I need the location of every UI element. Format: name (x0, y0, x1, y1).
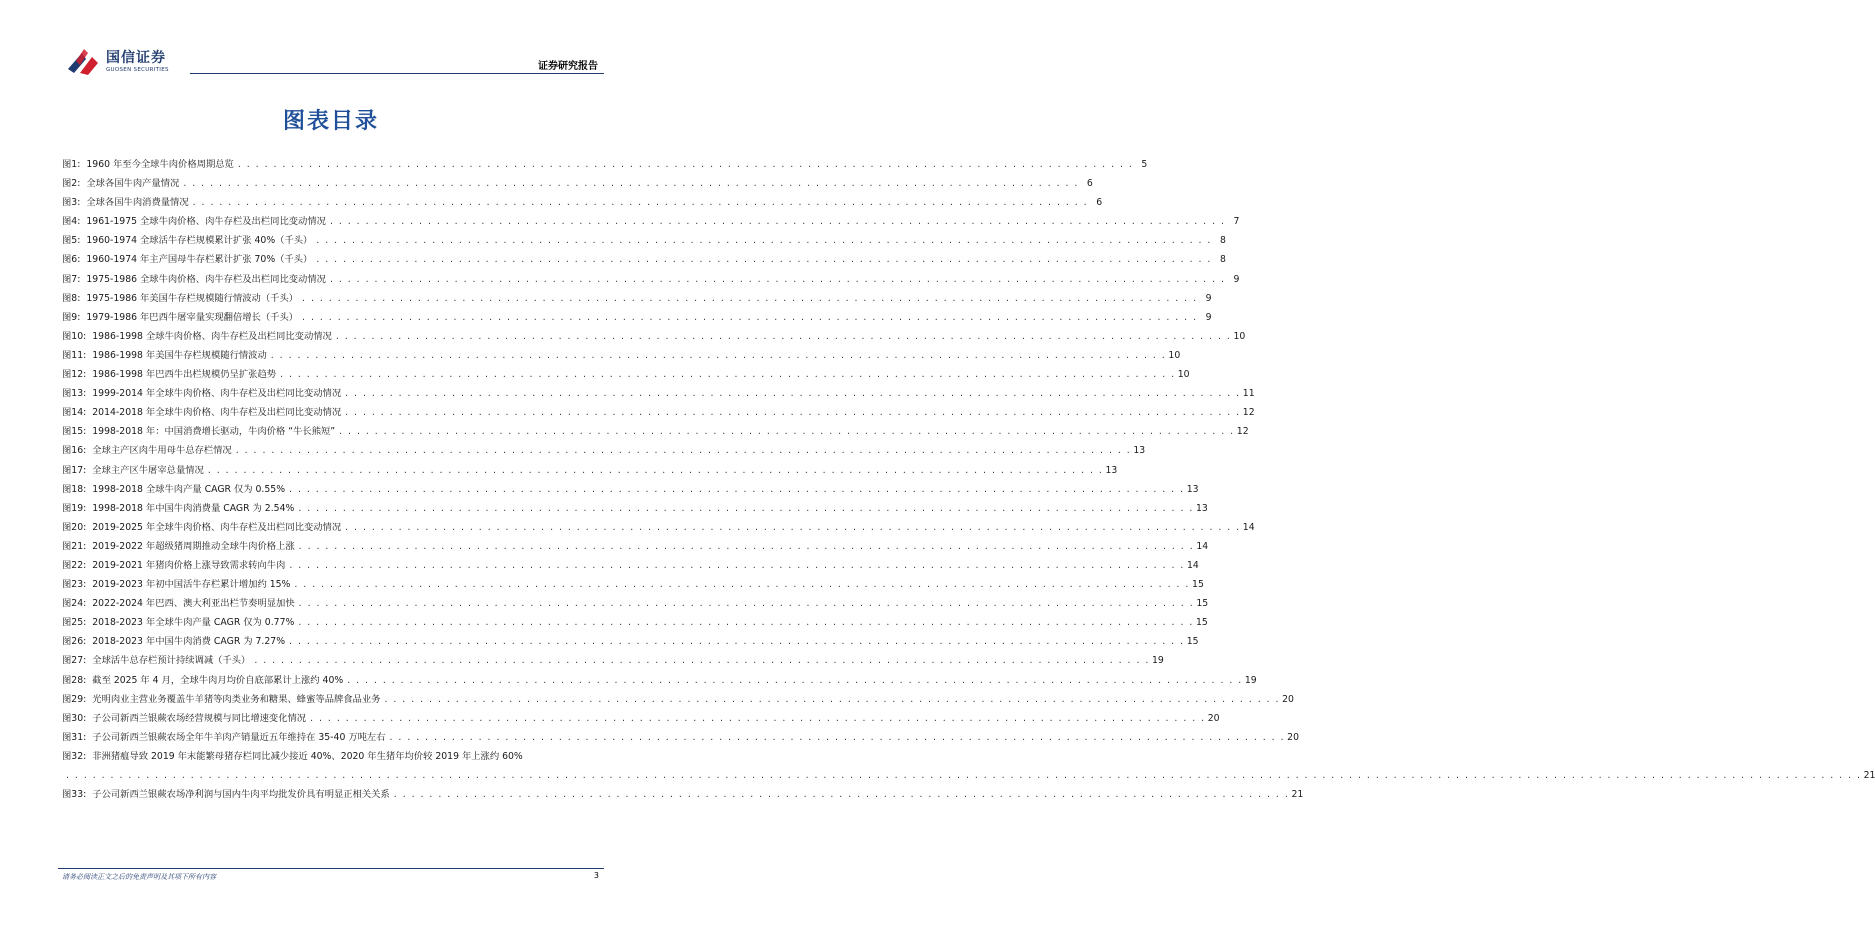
toc-entry-title: 子公司新西兰银蕨农场全年牛羊肉产销量近五年维持在 35-40 万吨左右 (92, 731, 386, 743)
toc-entry-title: 2022-2024 年巴西、澳大利亚出栏节奏明显加快 (92, 598, 295, 610)
dot-leader: . . . . . . . . . . . . . . . . . . . . . . . . . . . . . . . . . . . . . . . . . . . . . . . . . . . . . . . . . . . . . . . . . . . . . . . . . . . . . . . . . . . . . . . . . . . . . . . . . . . . . (237, 159, 1134, 170)
toc-entry[interactable] (62, 480, 1199, 499)
dot-leader: . . . . . . . . . . . . . . . . . . . . . . . . . . . . . . . . . . . . . . . . . . . . . . . . . . . . . . . . . . . . . . . . . . . . . . . . . . . . . . . . . . . . . . . . . . . . . . . . . . . . . (345, 521, 1241, 533)
toc-entry[interactable] (62, 671, 1257, 690)
toc-entry-title: 2019-2022 年超级猪周期推动全球牛肉价格上涨 (92, 540, 295, 552)
toc-entry-title: 1960-1974 年主产国母牛存栏累计扩张 70%（千头） (86, 254, 313, 266)
toc-entry-label: 图27: (62, 655, 87, 667)
toc-entry-label: 图33: (62, 788, 87, 800)
toc-entry-page: 9 (1205, 311, 1212, 323)
toc-entry-title: 1999-2014 年全球牛肉价格、肉牛存栏及出栏同比变动情况 (92, 388, 342, 400)
toc-entry-label: 图14: (62, 407, 87, 419)
toc-entry-page: 5 (1141, 159, 1148, 170)
toc-entry-title: 1986-1998 全球牛肉价格、肉牛存栏及出栏同比变动情况 (92, 330, 332, 342)
toc-entry-label: 图10: (62, 330, 87, 342)
dot-leader: . . . . . . . . . . . . . . . . . . . . . . . . . . . . . . . . . . . . . . . . . . . . . . . . . . . . . . . . . . . . . . . . . . . . . . . . . . . . . . . . . . . . . . . . . . . . . . . . . . . . . (298, 617, 1194, 629)
dot-leader: . . . . . . . . . . . . . . . . . . . . . . . . . . . . . . . . . . . . . . . . . . . . . . . . . . . . . . . . . . . . . . . . . . . . . . . . . . . . . . . . . . . . . . . . . . . . . . . . . . . . . (316, 235, 1212, 247)
toc-entry-title: 2019-2021 年猪肉价格上涨导致需求转向牛肉 (92, 559, 286, 571)
toc-entry-page: 6 (1086, 178, 1093, 190)
toc-entry-label: 图9: (62, 311, 81, 323)
toc-entry-label: 图18: (62, 483, 87, 495)
guosen-logo-icon (66, 47, 100, 77)
dot-leader: . . . . . . . . . . . . . . . . . . . . . . . . . . . . . . . . . . . . . . . . . . . . . . . . . . . . . . . . . . . . . . . . . . . . . . . . . . . . . . . . . . . . . . . . . . . . . . . . . . . . . (298, 598, 1195, 610)
toc-entry-title: 2014-2018 年全球牛肉价格、肉牛存栏及出栏同比变动情况 (92, 407, 342, 419)
toc-entry-label: 图6: (62, 254, 81, 266)
toc-entry-title: 2019-2025 年全球牛肉价格、肉牛存栏及出栏同比变动情况 (92, 521, 342, 533)
toc-entry-page: 21 (1863, 770, 1875, 781)
toc-entry-page: 21 (1291, 788, 1304, 800)
toc-entry-label: 图17: (62, 464, 87, 476)
toc-entry-title: 截至 2025 年 4 月，全球牛肉月均价自底部累计上涨约 40% (92, 674, 344, 686)
toc-entry-page: 13 (1186, 483, 1199, 495)
toc-entry-label: 图32: (62, 750, 87, 762)
toc-entry[interactable] (62, 212, 1240, 231)
toc-entry-page: 15 (1196, 598, 1209, 610)
toc-entry[interactable] (62, 651, 1164, 670)
toc-entry-label: 图3: (62, 197, 81, 209)
toc-entry-page: 20 (1287, 731, 1300, 743)
toc-entry-label: 图11: (62, 349, 87, 361)
toc-entry-title: 全球主产区牛屠宰总量情况 (92, 464, 204, 476)
toc-entry-page: 14 (1242, 521, 1255, 533)
toc-entry-page: 8 (1219, 235, 1226, 247)
toc-entry[interactable] (62, 537, 1209, 556)
toc-entry[interactable] (62, 155, 1148, 174)
toc-entry-label: 图15: (62, 426, 87, 438)
toc-entry-title: 2019-2023 年初中国活牛存栏累计增加约 15% (92, 579, 291, 591)
dot-leader: . . . . . . . . . . . . . . . . . . . . . . . . . . . . . . . . . . . . . . . . . . . . . . . . . . . . . . . . . . . . . . . . . . . . . . . . . . . . . . . . . . . . . . . . . . . . . . . . . . . . . (298, 502, 1194, 514)
toc-entry-title: 1960-1974 全球活牛存栏规模累计扩张 40%（千头） (86, 235, 313, 247)
toc-entry-title: 1986-1998 年巴西牛出栏规模仍呈扩张趋势 (92, 369, 277, 381)
toc-entry-title: 子公司新西兰银蕨农场经营规模与同比增速变化情况 (92, 712, 307, 724)
toc-entry-title: 2018-2023 年中国牛肉消费 CAGR 为 7.27% (92, 636, 286, 648)
toc-entry-page: 9 (1205, 292, 1212, 304)
toc-entry-page: 15 (1192, 579, 1204, 591)
dot-leader: . . . . . . . . . . . . . . . . . . . . . . . . . . . . . . . . . . . . . . . . . . . . . . . . . . . . . . . . . . . . . . . . . . . . . . . . . . . . . . . . . . . . . . . . . . . . . . . . . . . . . (393, 788, 1290, 800)
toc-entry-title: 全球主产区肉牛用母牛总存栏情况 (92, 445, 232, 457)
toc-entry-page: 10 (1168, 349, 1181, 361)
toc-entry-page: 15 (1195, 617, 1208, 629)
toc-entry[interactable] (62, 728, 1300, 747)
dot-leader: . . . . . . . . . . . . . . . . . . . . . . . . . . . . . . . . . . . . . . . . . . . . . . . . . . . . . . . . . . . . . . . . . . . . . . . . . . . . . . . . . . . . . . . . . . . . . . . . . . . . . (302, 292, 1198, 304)
toc-entry-title: 全球活牛总存栏预计持续调减（千头） (92, 655, 251, 667)
toc-entry-title: 1998-2018 全球牛肉产量 CAGR 仅为 0.55% (92, 483, 286, 495)
dot-leader: . . . . . . . . . . . . . . . . . . . . . . . . . . . . . . . . . . . . . . . . . . . . . . . . . . . . . . . . . . . . . . . . . . . . . . . . . . . . . . . . . . . . . . . . . . . . . . . . . . . . . (384, 693, 1280, 705)
toc-entry-page: 13 (1105, 464, 1118, 476)
logo-english-name: GUOSEN SECURITIES (106, 67, 169, 73)
toc-entry-label: 图31: (62, 731, 87, 743)
dot-leader: . . . . . . . . . . . . . . . . . . . . . . . . . . . . . . . . . . . . . . . . . . . . . . . . . . . . . . . . . . . . . . . . . . . . . . . . . . . . . . . . . . . . . . . . . . . . . . . . . . . . . (389, 731, 1286, 743)
toc-entry[interactable] (62, 174, 1093, 193)
dot-leader: . . . . . . . . . . . . . . . . . . . . . . . . . . . . . . . . . . . . . . . . . . . . . . . . . . . . . . . . . . . . . . . . . . . . . . . . . . . . . . . . . . . . . . . . . . . . . . . . . . . . . (294, 579, 1190, 591)
toc-entry[interactable] (62, 384, 1255, 403)
toc-entry-label: 图2: (62, 178, 81, 190)
toc-entry-title: 1979-1986 年巴西牛屠宰量实现翻倍增长（千头） (86, 311, 299, 323)
toc-entry-label: 图20: (62, 521, 87, 533)
toc-entry[interactable] (62, 747, 1875, 785)
dot-leader: . . . . . . . . . . . . . . . . . . . . . . . . . . . . . . . . . . . . . . . . . . . . . . . . . . . . . . . . . . . . . . . . . . . . . . . . . . . . . . . . . . . . . . . . . . . . . . . . . . . . . (329, 273, 1226, 285)
toc-entry-label: 图24: (62, 598, 87, 610)
toc-entry-page: 20 (1207, 712, 1220, 724)
toc-entry-label: 图29: (62, 693, 87, 705)
toc-entry[interactable] (62, 709, 1220, 728)
toc-entry-title: 1986-1998 年美国牛存栏规模随行情波动 (92, 349, 267, 361)
toc-entry-title: 子公司新西兰银蕨农场净利润与国内牛肉平均批发价具有明显正相关关系 (92, 788, 390, 800)
toc-entry-label: 图1: (62, 159, 81, 170)
toc-entry-page: 12 (1242, 407, 1255, 419)
toc-entry-title: 全球各国牛肉产量情况 (86, 178, 180, 190)
toc-entry[interactable] (62, 231, 1226, 250)
header-divider (190, 73, 604, 74)
toc-entry[interactable] (62, 270, 1240, 289)
toc-entry-page: 19 (1244, 674, 1257, 686)
toc-entry-page: 14 (1196, 540, 1209, 552)
toc-entry[interactable] (62, 556, 1199, 575)
report-type-label: 证券研究报告 (538, 61, 598, 72)
dot-leader: . . . . . . . . . . . . . . . . . . . . . . . . . . . . . . . . . . . . . . . . . . . . . . . . . . . . . . . . . . . . . . . . . . . . . . . . . . . . . . . . . . . . . . . . . . . . . . . . . . . . . (289, 483, 1185, 495)
dot-leader: . . . . . . . . . . . . . . . . . . . . . . . . . . . . . . . . . . . . . . . . . . . . . . . . . . . . . . . . . . . . . . . . . . . . . . . . . . . . . . . . . . . . . . . . . . . . . . . . . . . . . (289, 636, 1185, 648)
toc-entry-label: 图8: (62, 292, 81, 304)
toc-entry-page: 12 (1236, 426, 1249, 438)
toc-entry[interactable] (62, 632, 1199, 651)
table-of-figures (62, 155, 1875, 804)
toc-entry[interactable] (62, 346, 1181, 365)
toc-entry[interactable] (62, 250, 1226, 269)
page-header (0, 0, 662, 80)
dot-leader: . . . . . . . . . . . . . . . . . . . . . . . . . . . . . . . . . . . . . . . . . . . . . . . . . . . . . . . . . . . . . . . . . . . . . . . . . . . . . . . . . . . . . . . . . . . . . . . . . . . . . (302, 311, 1198, 323)
toc-entry-page: 14 (1187, 559, 1199, 571)
toc-entry[interactable] (62, 499, 1208, 518)
dot-leader: . . . . . . . . . . . . . . . . . . . . . . . . . . . . . . . . . . . . . . . . . . . . . . . . . . . . . . . . . . . . . . . . . . . . . . . . . . . . . . . . . . . . . . . . . . . . . . . . . . . . . (339, 426, 1235, 438)
toc-entry-label: 图25: (62, 617, 87, 629)
toc-entry[interactable] (62, 594, 1209, 613)
footer-disclaimer: 请务必阅读正文之后的免责声明及其项下所有内容 (62, 873, 216, 881)
toc-entry[interactable] (62, 690, 1294, 709)
toc-entry[interactable] (62, 308, 1212, 327)
toc-entry-label: 图12: (62, 369, 87, 381)
toc-entry-label: 图22: (62, 559, 87, 571)
toc-entry-page: 13 (1195, 502, 1208, 514)
toc-entry-title: 1998-2018 年中国牛肉消费量 CAGR 为 2.54% (92, 502, 295, 514)
dot-leader: . . . . . . . . . . . . . . . . . . . . . . . . . . . . . . . . . . . . . . . . . . . . . . . . . . . . . . . . . . . . . . . . . . . . . . . . . . . . . . . . . . . . . . . . . . . . . . . . . . . . . (345, 388, 1241, 400)
toc-entry-label: 图16: (62, 445, 87, 457)
toc-entry-label: 图21: (62, 540, 87, 552)
dot-leader: . . . . . . . . . . . . . . . . . . . . . . . . . . . . . . . . . . . . . . . . . . . . . . . . . . . . . . . . . . . . . . . . . . . . . . . . . . . . . . . . . . . . . . . . . . . . . . . . . . . . . (270, 349, 1167, 361)
dot-leader: . . . . . . . . . . . . . . . . . . . . . . . . . . . . . . . . . . . . . . . . . . . . . . . . . . . . . . . . . . . . . . . . . . . . . . . . . . . . . . . . . . . . . . . . . . . . . . . . . . . . . (192, 197, 1089, 209)
toc-entry-label: 图28: (62, 674, 87, 686)
dot-leader: . . . . . . . . . . . . . . . . . . . . . . . . . . . . . . . . . . . . . . . . . . . . . . . . . . . . . . . . . . . . . . . . . . . . . . . . . . . . . . . . . . . . . . . . . . . . . . . . . . . . . (235, 445, 1132, 457)
toc-entry[interactable] (62, 403, 1255, 422)
dot-leader: . . . . . . . . . . . . . . . . . . . . . . . . . . . . . . . . . . . . . . . . . . . . . . . . . . . . . . . . . . . . . . . . . . . . . . . . . . . . . . . . . . . . . . . . . . . . . . . . . . . . . (254, 655, 1150, 667)
toc-entry-title: 非洲猪瘟导致 2019 年末能繁母猪存栏同比减少接近 40%、2020 年生猪年均价较 2019 年上涨约 60% (92, 750, 523, 762)
dot-leader: . . . . . . . . . . . . . . . . . . . . . . . . . . . . . . . . . . . . . . . . . . . . . . . . . . . . . . . . . . . . . . . . . . . . . . . . . . . . . . . . . . . . . . . . . . . . . . . . . . . . . (335, 330, 1232, 342)
toc-entry-label: 图7: (62, 273, 81, 285)
page-number: 3 (593, 871, 599, 880)
toc-entry[interactable] (62, 289, 1212, 308)
footer-divider (58, 868, 604, 869)
toc-entry-page: 8 (1219, 254, 1226, 266)
toc-entry[interactable] (62, 785, 1304, 804)
dot-leader: . . . . . . . . . . . . . . . . . . . . . . . . . . . . . . . . . . . . . . . . . . . . . . . . . . . . . . . . . . . . . . . . . . . . . . . . . . . . . . . . . . . . . . . . . . . . . . . . . . . . . (289, 559, 1185, 571)
toc-entry-title: 光明肉业主营业务覆盖牛羊猪等肉类业务和糖果、蜂蜜等品牌食品业务 (92, 693, 381, 705)
toc-entry-label: 图30: (62, 712, 87, 724)
dot-leader: . . . . . . . . . . . . . . . . . . . . . . . . . . . . . . . . . . . . . . . . . . . . . . . . . . . . . . . . . . . . . . . . . . . . . . . . . . . . . . . . . . . . . . . . . . . . . . . . . . . . . (207, 464, 1104, 476)
dot-leader: . . . . . . . . . . . . . . . . . . . . . . . . . . . . . . . . . . . . . . . . . . . . . . . . . . . . . . . . . . . . . . . . . . . . . . . . . . . . . . . . . . . . . . . . . . . . . . . . . . . . . . . . . . . . . . . . . . . . . . . . . . . . . . . . . . . . . . . . . . . . . . . . . . . . . . . . . . . . . . . . . . . . . . . . . . . . . . . . . . . . . . . . . . . . . . . . . . . . . . . . . . (66, 770, 1862, 781)
toc-entry[interactable] (62, 365, 1190, 384)
toc-entry-title: 1975-1986 全球牛肉价格、肉牛存栏及出栏同比变动情况 (86, 273, 326, 285)
toc-entry-page: 6 (1096, 197, 1103, 209)
toc-entry[interactable] (62, 327, 1246, 346)
toc-entry-label: 图26: (62, 636, 87, 648)
toc-entry-label: 图5: (62, 235, 81, 247)
toc-entry-page: 19 (1151, 655, 1164, 667)
toc-entry-label: 图13: (62, 388, 87, 400)
toc-entry[interactable] (62, 441, 1146, 460)
toc-entry-page: 13 (1133, 445, 1146, 457)
toc-entry-title: 1975-1986 年美国牛存栏规模随行情波动（千头） (86, 292, 299, 304)
dot-leader: . . . . . . . . . . . . . . . . . . . . . . . . . . . . . . . . . . . . . . . . . . . . . . . . . . . . . . . . . . . . . . . . . . . . . . . . . . . . . . . . . . . . . . . . . . . . . . . . . . . . . (310, 712, 1206, 724)
toc-entry[interactable] (62, 613, 1208, 632)
toc-entry-page: 7 (1233, 216, 1240, 228)
toc-entry[interactable] (62, 575, 1204, 594)
dot-leader: . . . . . . . . . . . . . . . . . . . . . . . . . . . . . . . . . . . . . . . . . . . . . . . . . . . . . . . . . . . . . . . . . . . . . . . . . . . . . . . . . . . . . . . . . . . . . . . . . . . . . (345, 407, 1241, 419)
toc-entry-page: 10 (1177, 369, 1190, 381)
toc-entry-page: 15 (1186, 636, 1199, 648)
toc-entry[interactable] (62, 518, 1255, 537)
toc-entry-title: 全球各国牛肉消费量情况 (86, 197, 189, 209)
toc-entry-label: 图4: (62, 216, 81, 228)
toc-entry-title: 1960 年至今全球牛肉价格周期总览 (86, 159, 234, 170)
toc-entry-label: 图19: (62, 502, 87, 514)
dot-leader: . . . . . . . . . . . . . . . . . . . . . . . . . . . . . . . . . . . . . . . . . . . . . . . . . . . . . . . . . . . . . . . . . . . . . . . . . . . . . . . . . . . . . . . . . . . . . . . . . . . . . (329, 216, 1226, 228)
toc-entry-page: 10 (1233, 330, 1246, 342)
toc-entry-title: 2018-2023 年全球牛肉产量 CAGR 仅为 0.77% (92, 617, 295, 629)
toc-entry-label: 图23: (62, 579, 87, 591)
guosen-logo (66, 44, 169, 80)
toc-entry[interactable] (62, 193, 1103, 212)
toc-entry[interactable] (62, 461, 1118, 480)
dot-leader: . . . . . . . . . . . . . . . . . . . . . . . . . . . . . . . . . . . . . . . . . . . . . . . . . . . . . . . . . . . . . . . . . . . . . . . . . . . . . . . . . . . . . . . . . . . . . . . . . . . . . (316, 254, 1212, 266)
dot-leader: . . . . . . . . . . . . . . . . . . . . . . . . . . . . . . . . . . . . . . . . . . . . . . . . . . . . . . . . . . . . . . . . . . . . . . . . . . . . . . . . . . . . . . . . . . . . . . . . . . . . . (183, 178, 1079, 190)
toc-entry-title: 1961-1975 全球牛肉价格、肉牛存栏及出栏同比变动情况 (86, 216, 326, 228)
dot-leader: . . . . . . . . . . . . . . . . . . . . . . . . . . . . . . . . . . . . . . . . . . . . . . . . . . . . . . . . . . . . . . . . . . . . . . . . . . . . . . . . . . . . . . . . . . . . . . . . . . . . . (347, 674, 1243, 686)
logo-chinese-name: 国信证券 (106, 50, 166, 66)
toc-entry-page: 11 (1242, 388, 1255, 400)
toc-entry-page: 20 (1282, 693, 1294, 705)
toc-entry[interactable] (62, 422, 1249, 441)
toc-title: 图表目录 (282, 109, 379, 134)
toc-entry-title: 1998-2018 年：中国消费增长驱动，牛肉价格 “牛长熊短” (92, 426, 336, 438)
dot-leader: . . . . . . . . . . . . . . . . . . . . . . . . . . . . . . . . . . . . . . . . . . . . . . . . . . . . . . . . . . . . . . . . . . . . . . . . . . . . . . . . . . . . . . . . . . . . . . . . . . . . . (280, 369, 1176, 381)
toc-entry-page: 9 (1233, 273, 1240, 285)
dot-leader: . . . . . . . . . . . . . . . . . . . . . . . . . . . . . . . . . . . . . . . . . . . . . . . . . . . . . . . . . . . . . . . . . . . . . . . . . . . . . . . . . . . . . . . . . . . . . . . . . . . . . (298, 540, 1195, 552)
